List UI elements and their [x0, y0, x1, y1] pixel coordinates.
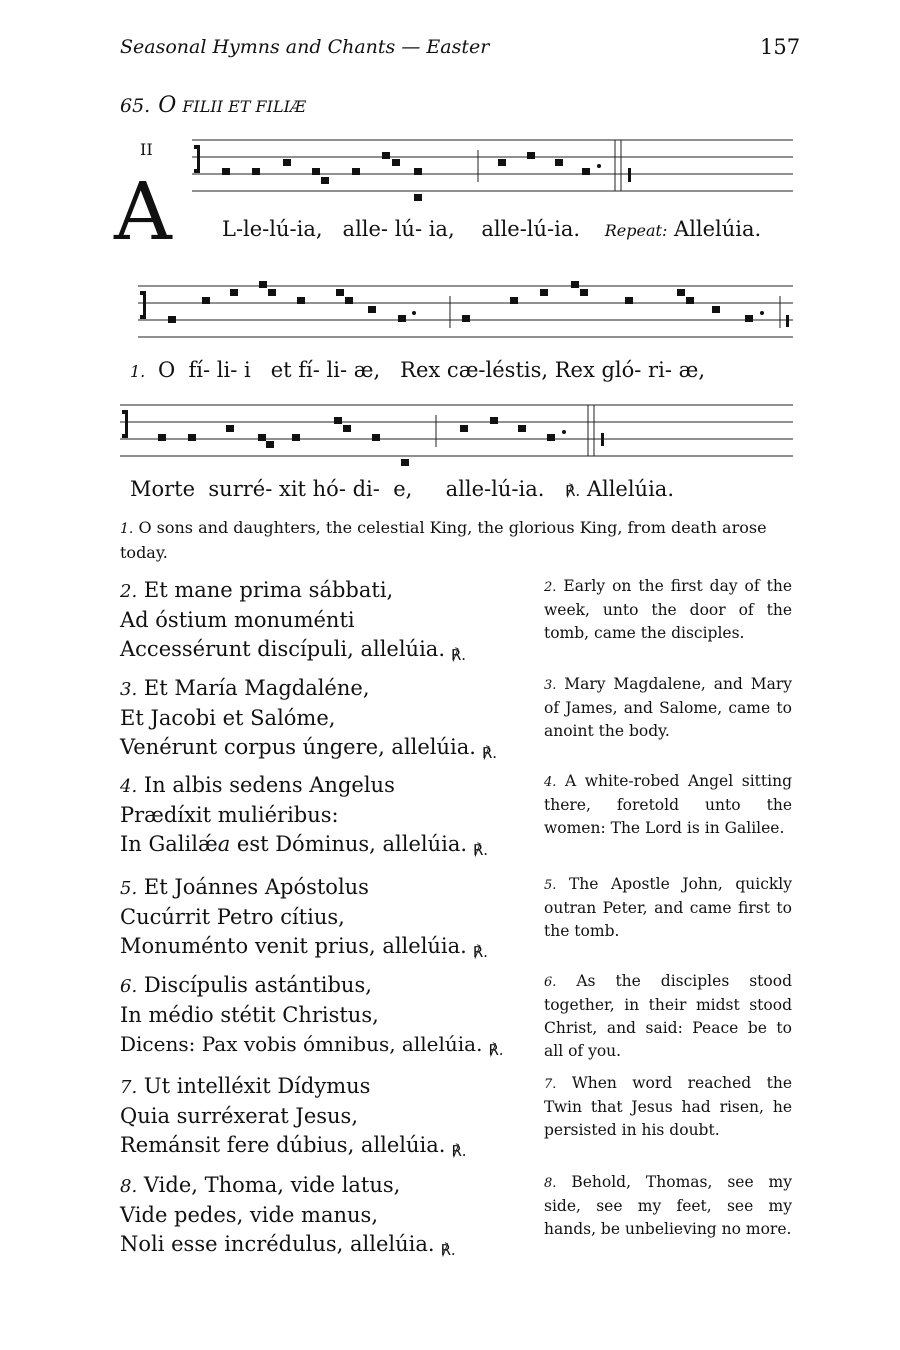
stanza-line: Ad óstium monuménti [120, 608, 355, 632]
translation-text: A white-robed Angel sitting there, foretold unto the women: The Lord is in Galilee. [544, 772, 792, 837]
stanza-8 [120, 1171, 456, 1265]
translation-3 [544, 673, 792, 743]
stanza-line: Dicens: Pax vobis ómnibus, allelúia. [120, 1032, 483, 1056]
response-symbol: ℟. [440, 1241, 456, 1259]
stanza-line: Et mane prima sábbati, [143, 578, 394, 602]
page-number: 157 [760, 35, 801, 59]
translation-verse-1 [120, 516, 800, 564]
translation-text: The Apostle John, quickly outran Peter, and came first to the tomb. [544, 875, 792, 940]
translation-number: 6. [544, 975, 557, 990]
stanza-line: Discípulis astántibus, [143, 973, 372, 997]
running-header-title: Seasonal Hymns and Chants — Easter [120, 36, 490, 58]
lyric-line-2-text: O fí- li- i et fí- li- æ, Rex cæ-léstis, Rex gló- ri- æ, [157, 358, 705, 382]
stanza-4 [120, 771, 488, 865]
hymn-title-initial: O [158, 93, 177, 118]
drop-initial: A [114, 165, 172, 258]
stanza-line: Et Jacobi et Salóme, [120, 706, 336, 730]
stanza-number: 6. [120, 976, 138, 997]
response-symbol: ℟. [472, 943, 488, 961]
staff-3-neumes [122, 410, 604, 466]
staff-3 [120, 405, 793, 456]
response-symbol: ℟. [451, 1142, 467, 1160]
staff-2 [138, 286, 793, 337]
stanza-2 [120, 576, 466, 670]
stanza-line: Vide pedes, vide manus, [120, 1203, 378, 1227]
lyric-line-3-text: Morte surré- xit hó- di- e, alle-lú-ia. [130, 477, 545, 501]
response-symbol: ℟. [488, 1041, 504, 1059]
translation-number: 7. [544, 1077, 557, 1092]
response-text: Allelúia. [586, 477, 674, 501]
stanza-line: Quia surréxerat Jesus, [120, 1104, 359, 1128]
repeat-text: Allelúia. [674, 217, 762, 241]
lyric-line-2 [130, 358, 705, 382]
translation-number: 1. [120, 521, 134, 537]
translation-8 [544, 1171, 792, 1241]
hymn-title [120, 93, 306, 118]
stanza-number: 8. [120, 1176, 138, 1197]
stanza-line: Prædíxit muliéribus: [120, 803, 339, 827]
translation-text: When word reached the Twin that Jesus had risen, he persisted in his doubt. [544, 1074, 792, 1139]
stanza-line: Et Joánnes Apóstolus [143, 875, 369, 899]
stanza-number: 3. [120, 679, 138, 700]
stanza-line: Cucúrrit Petro cítius, [120, 905, 345, 929]
translation-text: Behold, Thomas, see my side, see my feet, see my hands, be unbelieving no more. [544, 1173, 792, 1238]
stanza-number: 5. [120, 878, 138, 899]
translation-2 [544, 575, 792, 645]
stanza-line: Venérunt corpus úngere, allelúia. [120, 735, 476, 759]
hymn-number: 65. [120, 95, 151, 117]
stanza-6 [120, 971, 503, 1065]
repeat-label: Repeat: [604, 221, 668, 240]
verse-number: 1. [130, 362, 146, 381]
stanza-line: Et María Magdaléne, [143, 676, 370, 700]
stanza-line: Ut intelléxit Dídymus [143, 1074, 371, 1098]
translation-4 [544, 770, 792, 840]
stanza-number: 7. [120, 1077, 138, 1098]
translation-text: Early on the first day of the week, unto the door of the tomb, came the disciples. [544, 577, 792, 642]
response-symbol: ℟. [451, 646, 467, 664]
translation-number: 2. [544, 580, 557, 595]
response-symbol: ℟. [473, 841, 489, 859]
staff-1 [192, 140, 793, 191]
translation-text: As the disciples stood together, in their midst stood Christ, and said: Peace be to all of you. [544, 972, 792, 1060]
translation-number: 4. [544, 775, 557, 790]
stanza-3 [120, 674, 497, 768]
staff-1-neumes [194, 145, 631, 201]
stanza-5 [120, 873, 488, 967]
translation-text: O sons and daughters, the celestial King, the glorious King, from death arose today. [120, 518, 767, 562]
lyric-line-3 [130, 477, 674, 501]
translation-5 [544, 873, 792, 943]
chant-mode: II [140, 140, 153, 159]
stanza-number: 4. [120, 776, 138, 797]
stanza-line-part: est Dóminus, allelúia. [230, 832, 468, 856]
translation-6 [544, 970, 792, 1063]
response-symbol: ℟. [481, 744, 497, 762]
stanza-line: In médio stétit Christus, [120, 1003, 379, 1027]
staff-2-neumes [140, 281, 789, 327]
stanza-line-part: In Galilǽ [120, 832, 218, 856]
lyric-line-1 [222, 217, 761, 241]
translation-text: Mary Magdalene, and Mary of James, and Salome, came to anoint the body. [544, 675, 792, 740]
stanza-line: In albis sedens Angelus [143, 773, 395, 797]
translation-number: 5. [544, 878, 557, 893]
stanza-line: Noli esse incrédulus, allelúia. [120, 1232, 435, 1256]
stanza-line: Monuménto venit prius, allelúia. [120, 934, 467, 958]
translation-7 [544, 1072, 792, 1142]
stanza-7 [120, 1072, 467, 1166]
translation-number: 8. [544, 1176, 557, 1191]
response-symbol: ℟. [565, 482, 581, 500]
translation-number: 3. [544, 678, 557, 693]
stanza-line: Remánsit fere dúbius, allelúia. [120, 1133, 446, 1157]
hymn-title-rest: FILII ET FILIÆ [182, 97, 306, 116]
stanza-line: Vide, Thoma, vide latus, [143, 1173, 401, 1197]
stanza-line: Accessérunt discípuli, allelúia. [120, 637, 445, 661]
stanza-line-part-italic: a [217, 832, 231, 856]
stanza-number: 2. [120, 581, 138, 602]
lyric-line-1-text: L-le-lú-ia, alle- lú- ia, alle-lú-ia. [222, 217, 581, 241]
